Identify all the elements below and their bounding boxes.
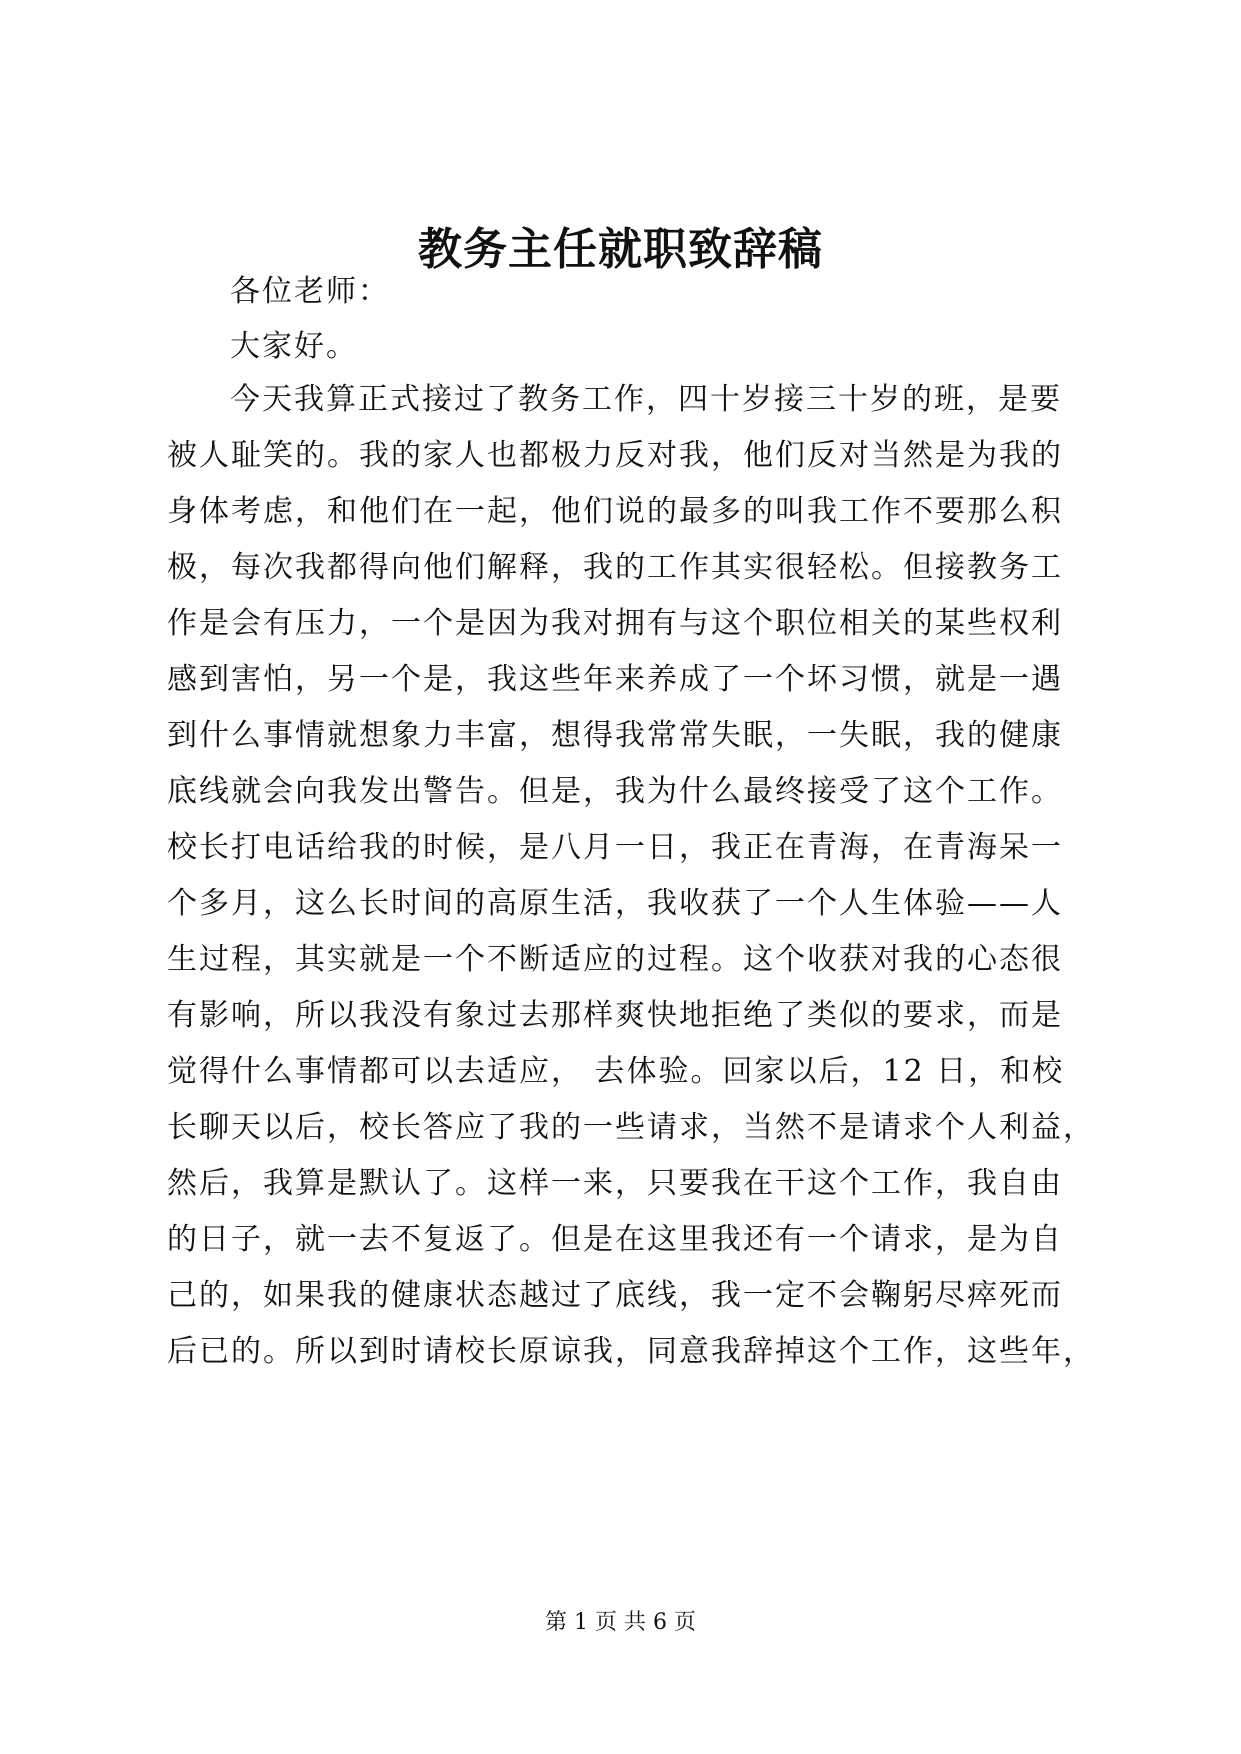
body-line: 己的，如果我的健康状态越过了底线，我一定不会鞠躬尽瘁死而	[167, 1278, 1063, 1313]
body-line: 然后，我算是默认了。这样一来，只要我在干这个工作，我自由	[167, 1166, 1063, 1201]
body-line: 长聊天以后，校长答应了我的一些请求，当然不是请求个人利益，	[167, 1110, 1095, 1145]
body-line: 今天我算正式接过了教务工作，四十岁接三十岁的班，是要	[230, 382, 1062, 417]
body-line: 后已的。所以到时请校长原谅我，同意我辞掉这个工作，这些年，	[167, 1334, 1095, 1369]
body-line: 校长打电话给我的时候，是八月一日，我正在青海，在青海呆一	[167, 830, 1063, 865]
body-line: 到什么事情就想象力丰富，想得我常常失眠，一失眠，我的健康	[167, 718, 1063, 753]
page-number-footer: 第 1 页 共 6 页	[545, 1610, 696, 1635]
body-line: 底线就会向我发出警告。但是，我为什么最终接受了这个工作。	[167, 774, 1063, 809]
salutation: 各位老师：	[230, 274, 390, 309]
body-line: 作是会有压力，一个是因为我对拥有与这个职位相关的某些权利	[167, 606, 1063, 641]
greeting: 大家好。	[230, 329, 358, 364]
body-line: 感到害怕，另一个是，我这些年来养成了一个坏习惯，就是一遇	[167, 662, 1063, 697]
body-line: 觉得什么事情都可以去适应， 去体验。回家以后，12 日，和校	[167, 1054, 1065, 1089]
document-title: 教务主任就职致辞稿	[418, 224, 823, 275]
body-line: 生过程，其实就是一个不断适应的过程。这个收获对我的心态很	[167, 942, 1063, 977]
body-line: 的日子，就一去不复返了。但是在这里我还有一个请求，是为自	[167, 1222, 1063, 1257]
body-line: 个多月，这么长时间的高原生活，我收获了一个人生体验——人	[167, 886, 1063, 921]
body-line: 身体考虑，和他们在一起，他们说的最多的叫我工作不要那么积	[167, 494, 1063, 529]
body-line: 有影响，所以我没有象过去那样爽快地拒绝了类似的要求，而是	[167, 998, 1063, 1033]
body-line: 被人耻笑的。我的家人也都极力反对我，他们反对当然是为我的	[167, 438, 1063, 473]
body-line: 极，每次我都得向他们解释，我的工作其实很轻松。但接教务工	[167, 550, 1063, 585]
